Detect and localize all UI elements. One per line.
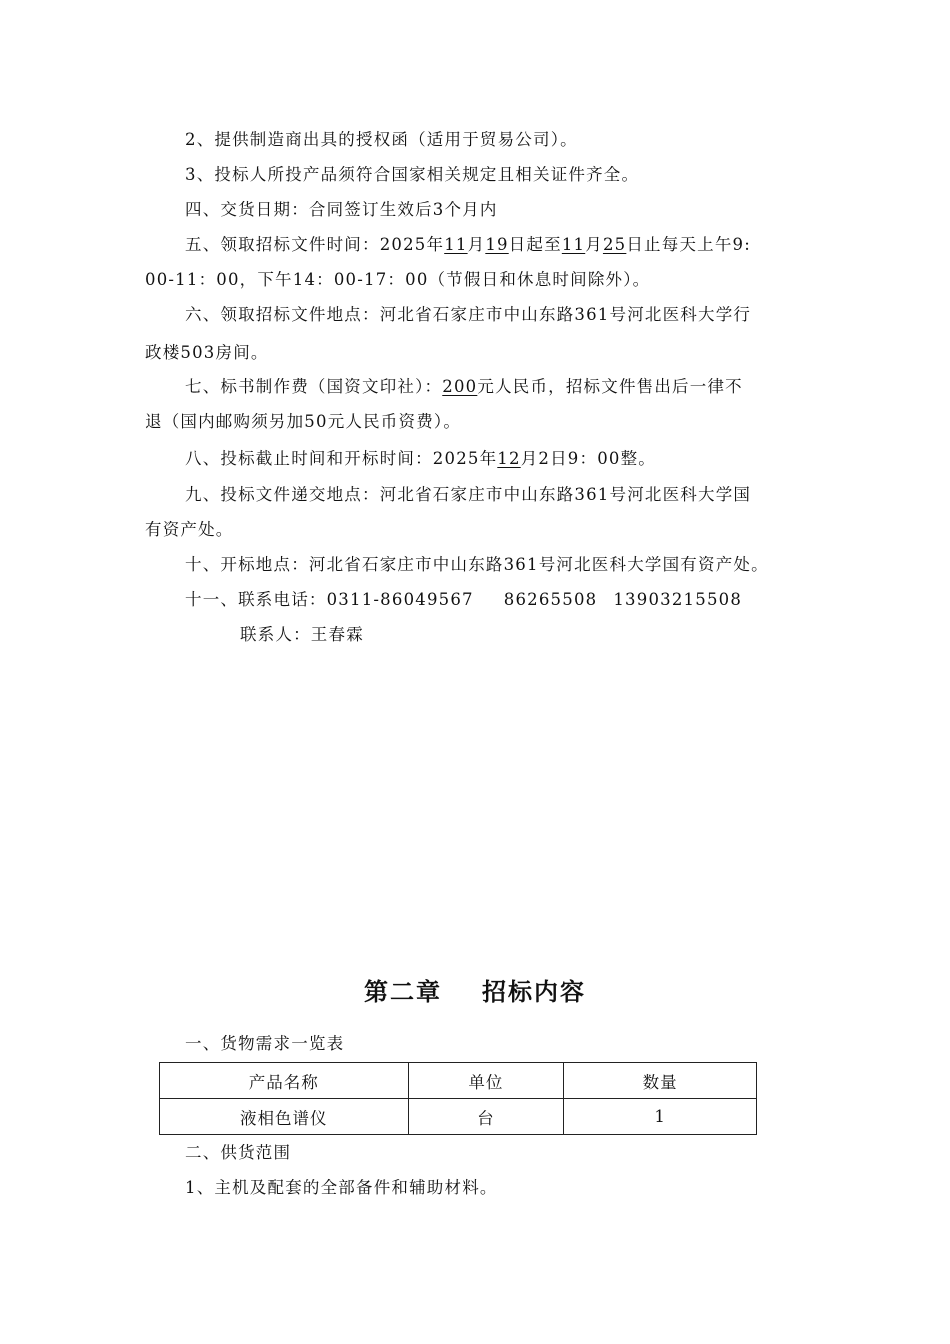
text-line: 四、交货日期：合同签订生效后3个月内 [185, 200, 498, 219]
text-fragment: 日止每天上午9: [626, 235, 752, 254]
text-fragment: 月 [467, 235, 486, 254]
text-line: 1、主机及配套的全部备件和辅助材料。 [185, 1178, 498, 1197]
text-fragment: 元人民币，招标文件售出后一律不 [477, 377, 743, 396]
table-cell: 台 [408, 1099, 564, 1135]
text-line: 2、提供制造商出具的授权函（适用于贸易公司）。 [185, 130, 578, 149]
text-line: 3、投标人所投产品须符合国家相关规定且相关证件齐全。 [185, 165, 640, 184]
text-line [185, 373, 743, 397]
contact-phone-line [185, 586, 742, 610]
phone-number: 0311-86049567 [326, 590, 474, 609]
table-row [160, 1099, 757, 1135]
underlined-value: 12 [497, 449, 521, 468]
underlined-value: 11 [561, 235, 586, 254]
text-line: 九、投标文件递交地点：河北省石家庄市中山东路361号河北医科大学国 [185, 485, 752, 504]
underlined-value: 25 [602, 235, 627, 254]
text-fragment: 月2日9：00整。 [520, 449, 656, 468]
text-fragment: 七、标书制作费（国资文印社）： [185, 377, 443, 396]
phone-number: 13903215508 [613, 590, 743, 609]
table-cell: 液相色谱仪 [160, 1099, 409, 1135]
section-heading: 一、货物需求一览表 [185, 1034, 345, 1053]
section-heading: 二、供货范围 [185, 1143, 292, 1162]
contact-person-line: 联系人：王春霖 [240, 625, 364, 644]
text-line: 退（国内邮购须另加50元人民币资费）。 [145, 412, 462, 431]
chapter-title: 招标内容 [482, 977, 586, 1006]
table-header-cell: 产品名称 [160, 1063, 409, 1099]
text-line: 十、开标地点：河北省石家庄市中山东路361号河北医科大学国有资产处。 [185, 555, 769, 574]
text-fragment: 八、投标截止时间和开标时间：2025年 [185, 449, 498, 468]
text-line: 有资产处。 [145, 520, 234, 539]
text-line: 六、领取招标文件地点：河北省石家庄市中山东路361号河北医科大学行 [185, 305, 752, 324]
chapter-heading [0, 972, 950, 1007]
text-fragment: 日起至 [508, 235, 562, 254]
text-line [185, 445, 656, 469]
goods-requirement-table [159, 1062, 757, 1135]
table-header-cell: 单位 [408, 1063, 564, 1099]
table-header-cell: 数量 [564, 1063, 757, 1099]
text-line: 政楼503房间。 [145, 343, 269, 362]
text-fragment: 五、领取招标文件时间：2025年 [185, 235, 445, 254]
text-fragment: 十一、联系电话： [185, 590, 327, 609]
underlined-value: 19 [485, 235, 509, 254]
table-header-row [160, 1063, 757, 1099]
text-line: 00-11：00，下午14：00-17：00（节假日和休息时间除外）。 [145, 270, 651, 289]
text-fragment: 月 [585, 235, 603, 254]
phone-number: 86265508 [503, 590, 598, 609]
table-cell: 1 [564, 1099, 757, 1135]
underlined-value: 200 [442, 377, 478, 396]
text-line [185, 231, 751, 255]
underlined-value: 11 [444, 235, 468, 254]
chapter-number: 第二章 [364, 977, 442, 1006]
